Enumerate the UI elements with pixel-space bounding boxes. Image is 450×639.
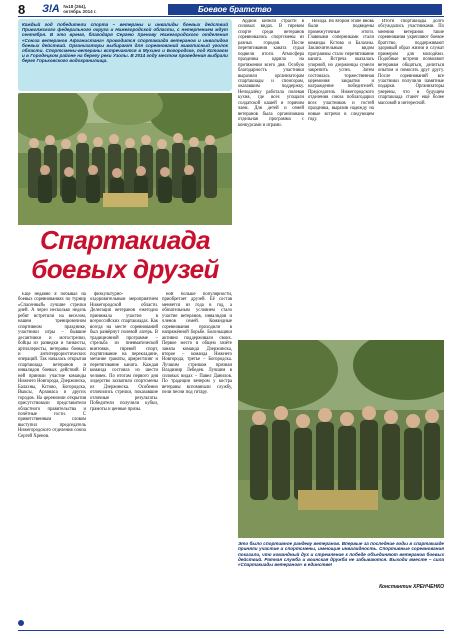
- column-5-text: Нехода. Во втором этапе вновь были подведены промежуточные итоги. Главными соперниками стали команды Кстова и Балахны. Заключительным видом программы стало перетягивание каната. Встреча оказалась упорной, но дзержинцы сумели закрепить успех. Затем состоялась торжественная церемония закрытия и награждение победителей. Председатель Нижегородского отделения союза поблагодарил всех участников и гостей праздника, выразив надежду на новые встречи в следующем году.: [308, 19, 374, 123]
- article-headline: [18, 226, 232, 290]
- footer-bullet: [18, 620, 24, 626]
- column-3-text: ной больше популярности, приобретает друзей. Её состав меняется из года в год, а обязательным условием стало участие ветеранов, инвалидов и членов семей. Командные соревнования проходили в напряжённой борьбе. Болельщики активно поддерживали своих. Первое место в общем зачёте заняла команда Дзержинска, второе – команда Нижнего Новгорода, третье – Богородска. Лучшим стрелком признан Владимир Лебедев. Лучшим в силовых видах – Павел Данилов. По традиции вечером у костра ветераны вспоминали службу, пели песни под гитару.: [162, 292, 232, 396]
- header-divider: [18, 16, 444, 17]
- column-2-text: физкультурно-оздоровительным мероприятием Нижегородской области. Делегация ветеранов ежегодно принимала участие в всероссийских спартакиадах. Как всегда на месте соревнований был развёрнут полевой лагерь. В традиционной программе – стрельба из пневматической винтовки, гиревой спорт, подтягивание на перекладине, метание гранаты, армрестлинг и перетягивание каната. Каждая команда состояла из шести человек. По итогам первого дня лидерство захватили спортсмены из Дзержинска. Особенно отличились стрелки, показавшие отличные результаты. Победители получили кубки, грамоты и ценные призы.: [90, 292, 158, 412]
- text-column-5: [308, 19, 374, 337]
- group-photo: [18, 93, 232, 225]
- column-6-text: Итоги спортакиады долго обсуждались участниками. По мнению ветеранов такие соревнования укрепляют боевое братство, поддерживают здоровый образ жизни и служат примером для молодёжи. Подобные встречи позволяют ветеранам общаться, делиться опытом и помогать друг другу. После соревнований все участники получили памятные подарки. Организаторы уверены, что в будущем спартакиада станет ещё более массовой и интересной.: [378, 19, 444, 106]
- page-header: [18, 2, 444, 16]
- author-signature: Константин ХРЕНЧЕНКО: [379, 584, 444, 590]
- newspaper-logo: З!А: [42, 3, 60, 15]
- text-column-6: [378, 19, 444, 337]
- headline-line-2: боевых друзей: [31, 254, 219, 284]
- text-column-2: [90, 292, 158, 617]
- column-1-text: Ещё недавно я побывал на боевых соревнованиях по турнир «Спасенный» лучшие стрелки дней. А через несколько недель ребят встретили на веселом, нашем тренировочном спортивном празднике, участники игры – бывшие десантники и мотострелки, бойцы из разведки и танкисты, артиллеристы, ветераны боевых и антитеррористических операций. Так началась открытая спартакиада ветеранов и инвалидов боевых действий. В ней приняли участие команды Нижнего Новгорода, Дзержинска, Балахны, Кстово, Богородска, Выксы, Арзамаса и других городов. На церемонии открытия присутствовали представители областного правительства и почётные гости. С приветственным словом выступил председатель Нижегородского отделения союза Сергей Хренов.: [18, 292, 86, 439]
- rubric-banner: Боевое братство: [168, 4, 442, 15]
- event-photo: [238, 340, 444, 538]
- issue-date: октябрь 2014 г.: [63, 9, 97, 14]
- text-column-1: [18, 292, 86, 617]
- intro-box: [18, 19, 232, 91]
- column-4-text: Ардюм кипели страсти в силовых видах. В гиревом спорте среди ветеранов соревновались спортсмены из разных городов. После перетягивания каната судьи подвели итоги. Атмосфера праздника царила на протяжении всего дня. Особую благодарность участники выразили организаторам спартакиады и спонсорам, оказавшим поддержку. Неподалёку работала полевая кухня, где всех угощали солдатской кашей и горячим чаем. Для детей и семей ветеранов была организована отдельная программа с конкурсами и играми.: [238, 19, 304, 128]
- text-column-3: [162, 292, 232, 617]
- text-column-4: [238, 19, 304, 337]
- headline-line-1: Спартакиада: [39, 225, 211, 255]
- issue-info: [63, 4, 96, 14]
- intro-text: Каждый год победители спорта – ветераны и инвалиды боевых действий Приволжского федерального округа и Нижегородской области, с нетерпением ждут сентября. В это время, благодаря Сергею Хренову Нижегородского отделения «Союза ветеранов Афганистана» проводится спортакиада ветеранов и инвалидов боевых действий. Организаторы выбирают для соревнований живописный уголок области. Спортсмены-ветераны встречаются в Мухино и Богородске, под Кстовом и в Городецком районе на берегу реки Узолы. В 2014 году местом проведения выбрали берег Горьковского водохранилища.: [22, 22, 228, 64]
- issue-number: №18 (264),: [63, 4, 87, 9]
- page-number: 8: [18, 1, 26, 17]
- footer-divider: [18, 630, 444, 631]
- photo-caption: Это было спортивное рандеву ветеранов. Впервые за последние годы в спартакиаде приняли участие и спортсмены, имеющие инвалидность. Спортивные соревнования показали, что командный дух и стремление к победе объединяют ветеранов боевых действий. Ратная служба и воинская дружба не забываются. Выходи вместе – сила «Спартакиады ветеранов» в единстве!: [238, 541, 444, 568]
